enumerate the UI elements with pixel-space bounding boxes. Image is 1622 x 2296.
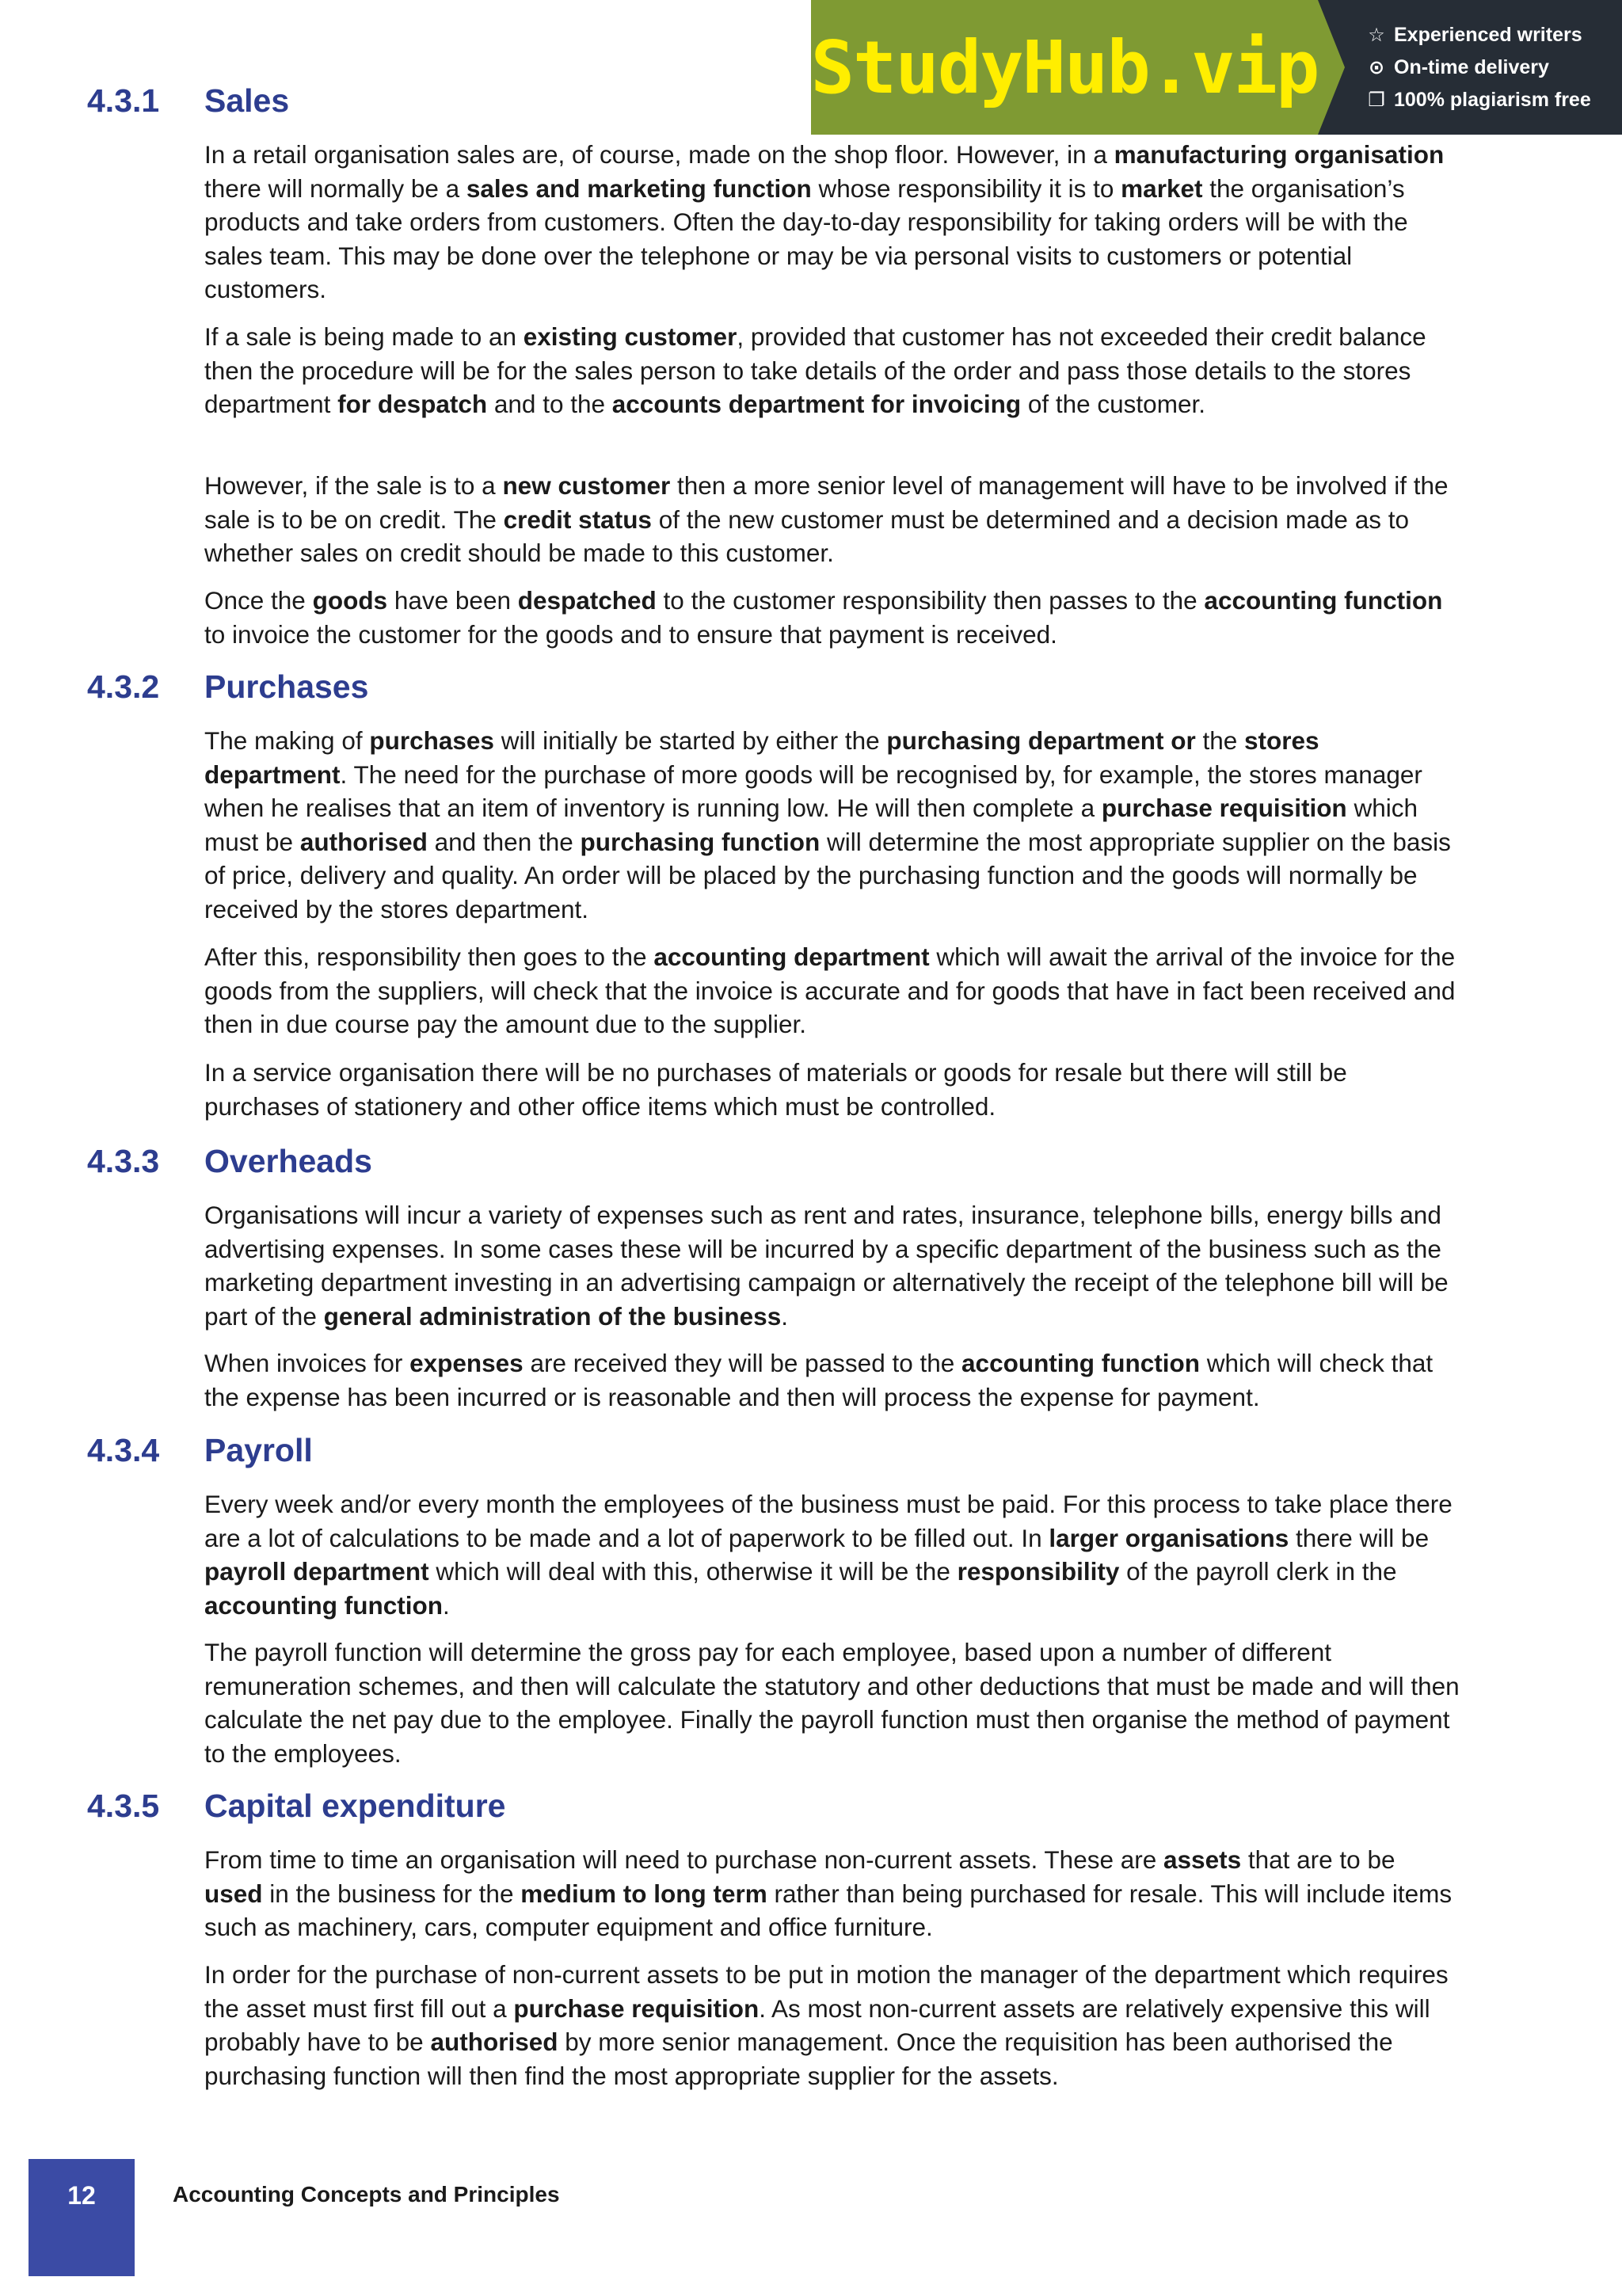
page-number: 12	[67, 2181, 96, 2210]
bold-term: larger organisations	[1049, 1523, 1289, 1552]
paragraph: The payroll function will determine the gross pay for each employee, based upon a number of different remuneration schemes, and then will calculate the statutory and other deductions that must be made and will then calculate the net pay due to the employee. Finally the payroll function must then organise the method of payment to the employees.	[204, 1638, 1460, 1768]
banner-feature-writers	[1367, 24, 1622, 47]
section-heading-payroll	[87, 1432, 313, 1469]
page-number-box	[29, 2159, 135, 2276]
bold-term: purchase requisition	[513, 1993, 760, 2023]
studyhub-banner[interactable]	[811, 0, 1622, 135]
banner-arrow	[1318, 0, 1345, 135]
bold-term: accounts department for invoicing	[611, 390, 1022, 418]
section-number: 4.3.3	[87, 1143, 160, 1179]
banner-feature-text: Experienced writers	[1394, 23, 1582, 46]
section-number: 4.3.5	[87, 1788, 160, 1824]
bold-term: accounting function	[204, 1590, 443, 1620]
bold-term: expenses	[409, 1349, 524, 1377]
banner-feature-delivery	[1367, 56, 1622, 79]
paragraph: Every week and/or every month the employees of the business must be paid. For this process to take place there are a lot of calculations to be made and a lot of paperwork to be filled out. In larger organisations there will be payroll department which will deal with this, otherwise it will be the responsibility of the payroll clerk in the accounting function.	[204, 1490, 1453, 1620]
section-title: Sales	[204, 82, 290, 119]
bold-term: sales and marketing function	[466, 173, 812, 203]
section-heading-purchases	[87, 668, 368, 706]
bold-term: accounting department	[653, 942, 930, 971]
bold-term: assets	[1163, 1845, 1242, 1874]
paragraph: After this, responsibility then goes to the accounting department which will await the arrival of the invoice for the goods from the suppliers, will check that the invoice is accurate and for goods that have in fact been received and then in due course pay the amount due to the supplier.	[204, 942, 1456, 1038]
paragraph: However, if the sale is to a new customer then a more senior level of management will have to be involved if the sale is to be on credit. The credit status of the new customer must be determined and a decision made as to whether sales on credit should be made to this customer.	[204, 471, 1449, 567]
paragraph: The making of purchases will initially be started by either the purchasing department or the stores department. The need for the purchase of more goods will be recognised by, for example, the stores manager when he realises that an item of inventory is running low. He will then complete a purchase requisition which must be authorised and then the purchasing function will determine the most appropriate supplier on the basis of price, delivery and quality. An order will be placed by the purchasing function and the goods will normally be received by the stores department.	[204, 726, 1451, 923]
clock-icon: ⊙	[1368, 56, 1385, 78]
bold-term: goods	[312, 586, 388, 615]
bold-term: responsibility	[957, 1557, 1120, 1586]
section-title: Capital expenditure	[204, 1788, 506, 1824]
section-heading-sales	[87, 82, 289, 120]
bold-term: credit status	[503, 505, 652, 534]
banner-feature-plagiarism	[1367, 89, 1622, 112]
footer-book-title: Accounting Concepts and Principles	[173, 2182, 560, 2207]
section-number: 4.3.1	[87, 82, 160, 119]
banner-features	[1318, 0, 1622, 135]
section-heading-overheads	[87, 1143, 372, 1180]
bold-term: existing customer	[523, 322, 737, 351]
copy-icon: ❐	[1368, 89, 1385, 111]
section-number: 4.3.4	[87, 1432, 160, 1468]
paragraph: If a sale is being made to an existing customer, provided that customer has not exceeded their credit balance then the procedure will be for the sales person to take details of the order and pass those details to the stores department for despatch and to the accounts department for invoicing of the customer.	[204, 322, 1426, 418]
paragraph: Organisations will incur a variety of expenses such as rent and rates, insurance, telephone bills, energy bills and advertising expenses. In some cases these will be incurred by a specific department of the business such as the marketing department investing in an advertising campaign or alternatively the receipt of the telephone bill will be part of the general administration of the business.	[204, 1201, 1449, 1331]
paragraph: In a service organisation there will be no purchases of materials or goods for resale but there will still be purchases of stationery and other office items which must be controlled.	[204, 1058, 1347, 1121]
paragraph: In order for the purchase of non-current assets to be put in motion the manager of the department which requires the asset must first fill out a purchase requisition. As most non-current assets are relatively expensive this will probably have to be authorised by more senior management. Once the requisition has been authorised the purchasing function will then find the most appropriate supplier for the assets.	[204, 1960, 1449, 2090]
bold-term: payroll department	[204, 1557, 429, 1586]
bold-term: market	[1121, 173, 1203, 203]
bold-term: general administration of the business	[323, 1301, 782, 1331]
studyhub-logo-text: StudyHub.vip	[810, 25, 1319, 110]
section-title: Overheads	[204, 1143, 372, 1179]
bold-term: purchase requisition	[1101, 794, 1347, 822]
bold-term: despatched	[517, 586, 657, 615]
paragraph: When invoices for expenses are received they will be passed to the accounting function which will check that the expense has been incurred or is reasonable and then will process the expense for payment.	[204, 1349, 1434, 1411]
bold-term: medium to long term	[520, 1879, 767, 1908]
bold-term: accounting function	[1204, 586, 1443, 615]
banner-feature-text: On-time delivery	[1394, 55, 1549, 78]
section-number: 4.3.2	[87, 668, 160, 705]
section-heading-capital-expenditure	[87, 1788, 505, 1825]
bold-term: for despatch	[337, 390, 488, 418]
section-title: Payroll	[204, 1432, 313, 1468]
bold-term: authorised	[430, 2028, 558, 2056]
paragraph: From time to time an organisation will need to purchase non-current assets. These are assets that are to be used in the business for the medium to long term rather than being purchased for resale. This will include items such as machinery, cars, computer equipment and office furniture.	[204, 1845, 1453, 1941]
studyhub-logo[interactable]	[811, 0, 1318, 135]
bold-term: accounting function	[961, 1349, 1201, 1377]
bold-term: authorised	[299, 827, 428, 856]
bold-term: new customer	[502, 471, 671, 500]
paragraph: Once the goods have been despatched to the customer responsibility then passes to the accounting function to invoice the customer for the goods and to ensure that payment is received.	[204, 586, 1443, 649]
bold-term: manufacturing organisation	[1114, 140, 1445, 169]
bold-term: purchasing function	[580, 827, 821, 856]
bold-term: stores department	[204, 726, 1319, 789]
bold-term: used	[204, 1879, 263, 1908]
star-icon: ☆	[1368, 24, 1385, 46]
banner-feature-text: 100% plagiarism free	[1394, 88, 1591, 111]
paragraph: In a retail organisation sales are, of course, made on the shop floor. However, in a manufacturing organisation there will normally be a sales and marketing function whose responsibility it is to market the organisation’s products and take orders from customers. Often the day-to-day responsibility for taking orders will be with the sales team. This may be done over the telephone or may be via personal visits to customers or potential customers.	[204, 140, 1445, 303]
section-title: Purchases	[204, 668, 369, 705]
bold-term: purchasing department or	[886, 726, 1196, 755]
bold-term: purchases	[369, 726, 494, 755]
